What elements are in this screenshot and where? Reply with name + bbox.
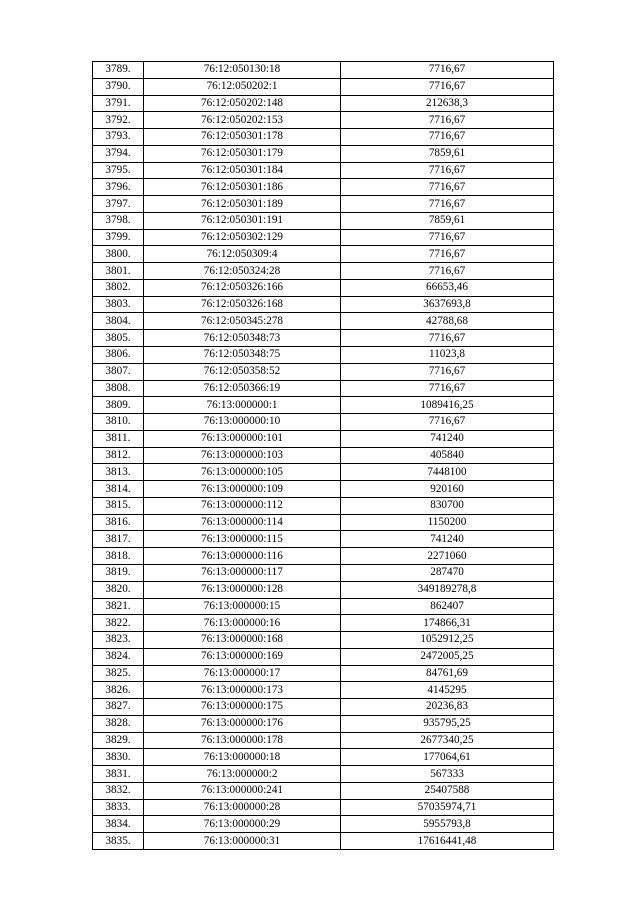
row-number-cell: 3802.	[93, 279, 144, 296]
table-row	[93, 397, 554, 414]
value-cell: 2677340,25	[341, 732, 554, 749]
table-row	[93, 615, 554, 632]
cadastral-number-cell: 76:13:000000:2	[144, 766, 341, 783]
cadastral-number-cell: 76:13:000000:175	[144, 699, 341, 716]
value-cell: 830700	[341, 497, 554, 514]
cadastral-number-cell: 76:13:000000:31	[144, 833, 341, 850]
cadastral-number-cell: 76:13:000000:128	[144, 581, 341, 598]
value-cell: 66653,46	[341, 279, 554, 296]
row-number-cell: 3835.	[93, 833, 144, 850]
value-cell: 7716,67	[341, 380, 554, 397]
cadastral-number-cell: 76:13:000000:112	[144, 497, 341, 514]
row-number-cell: 3815.	[93, 497, 144, 514]
value-cell: 5955793,8	[341, 816, 554, 833]
cadastral-number-cell: 76:12:050301:179	[144, 145, 341, 162]
table-body	[93, 62, 554, 850]
row-number-cell: 3810.	[93, 414, 144, 431]
table-row	[93, 62, 554, 79]
cadastral-number-cell: 76:12:050366:19	[144, 380, 341, 397]
value-cell: 7448100	[341, 464, 554, 481]
value-cell: 7716,67	[341, 246, 554, 263]
row-number-cell: 3789.	[93, 62, 144, 79]
row-number-cell: 3799.	[93, 229, 144, 246]
cadastral-number-cell: 76:13:000000:105	[144, 464, 341, 481]
table-row	[93, 447, 554, 464]
row-number-cell: 3812.	[93, 447, 144, 464]
row-number-cell: 3800.	[93, 246, 144, 263]
value-cell: 741240	[341, 531, 554, 548]
cadastral-value-table	[92, 61, 554, 850]
value-cell: 2472005,25	[341, 648, 554, 665]
table-row	[93, 833, 554, 850]
value-cell: 7716,67	[341, 330, 554, 347]
cadastral-number-cell: 76:13:000000:29	[144, 816, 341, 833]
row-number-cell: 3832.	[93, 782, 144, 799]
table-row	[93, 564, 554, 581]
table-row	[93, 648, 554, 665]
value-cell: 7716,67	[341, 263, 554, 280]
document-page	[92, 61, 553, 850]
row-number-cell: 3811.	[93, 430, 144, 447]
row-number-cell: 3833.	[93, 799, 144, 816]
cadastral-number-cell: 76:13:000000:169	[144, 648, 341, 665]
value-cell: 17616441,48	[341, 833, 554, 850]
table-row	[93, 363, 554, 380]
value-cell: 212638,3	[341, 95, 554, 112]
value-cell: 11023,8	[341, 347, 554, 364]
row-number-cell: 3803.	[93, 296, 144, 313]
cadastral-number-cell: 76:13:000000:241	[144, 782, 341, 799]
row-number-cell: 3831.	[93, 766, 144, 783]
row-number-cell: 3791.	[93, 95, 144, 112]
cadastral-number-cell: 76:13:000000:178	[144, 732, 341, 749]
value-cell: 2271060	[341, 548, 554, 565]
value-cell: 7716,67	[341, 229, 554, 246]
value-cell: 862407	[341, 598, 554, 615]
table-row	[93, 665, 554, 682]
cadastral-number-cell: 76:12:050202:148	[144, 95, 341, 112]
cadastral-number-cell: 76:13:000000:176	[144, 715, 341, 732]
value-cell: 741240	[341, 430, 554, 447]
table-row	[93, 531, 554, 548]
row-number-cell: 3806.	[93, 347, 144, 364]
table-row	[93, 263, 554, 280]
value-cell: 20236,83	[341, 699, 554, 716]
table-row	[93, 632, 554, 649]
row-number-cell: 3792.	[93, 112, 144, 129]
cadastral-number-cell: 76:12:050130:18	[144, 62, 341, 79]
value-cell: 1150200	[341, 514, 554, 531]
row-number-cell: 3834.	[93, 816, 144, 833]
cadastral-number-cell: 76:12:050301:178	[144, 129, 341, 146]
value-cell: 57035974,71	[341, 799, 554, 816]
cadastral-number-cell: 76:13:000000:115	[144, 531, 341, 548]
row-number-cell: 3817.	[93, 531, 144, 548]
table-row	[93, 430, 554, 447]
value-cell: 7716,67	[341, 78, 554, 95]
table-row	[93, 380, 554, 397]
cadastral-number-cell: 76:12:050302:129	[144, 229, 341, 246]
cadastral-number-cell: 76:13:000000:28	[144, 799, 341, 816]
table-row	[93, 766, 554, 783]
cadastral-number-cell: 76:12:050309:4	[144, 246, 341, 263]
value-cell: 7716,67	[341, 196, 554, 213]
cadastral-number-cell: 76:13:000000:15	[144, 598, 341, 615]
cadastral-number-cell: 76:13:000000:173	[144, 682, 341, 699]
value-cell: 3637693,8	[341, 296, 554, 313]
row-number-cell: 3797.	[93, 196, 144, 213]
value-cell: 7716,67	[341, 129, 554, 146]
table-row	[93, 95, 554, 112]
cadastral-number-cell: 76:12:050326:168	[144, 296, 341, 313]
row-number-cell: 3820.	[93, 581, 144, 598]
cadastral-number-cell: 76:12:050202:1	[144, 78, 341, 95]
value-cell: 1052912,25	[341, 632, 554, 649]
cadastral-number-cell: 76:13:000000:1	[144, 397, 341, 414]
row-number-cell: 3822.	[93, 615, 144, 632]
table-row	[93, 330, 554, 347]
row-number-cell: 3804.	[93, 313, 144, 330]
row-number-cell: 3814.	[93, 481, 144, 498]
table-row	[93, 699, 554, 716]
value-cell: 405840	[341, 447, 554, 464]
row-number-cell: 3801.	[93, 263, 144, 280]
cadastral-number-cell: 76:12:050301:184	[144, 162, 341, 179]
row-number-cell: 3809.	[93, 397, 144, 414]
table-row	[93, 732, 554, 749]
value-cell: 84761,69	[341, 665, 554, 682]
table-row	[93, 749, 554, 766]
table-row	[93, 682, 554, 699]
cadastral-number-cell: 76:12:050348:73	[144, 330, 341, 347]
value-cell: 7859,61	[341, 212, 554, 229]
cadastral-number-cell: 76:13:000000:116	[144, 548, 341, 565]
row-number-cell: 3826.	[93, 682, 144, 699]
row-number-cell: 3829.	[93, 732, 144, 749]
cadastral-number-cell: 76:13:000000:101	[144, 430, 341, 447]
value-cell: 177064,61	[341, 749, 554, 766]
table-row	[93, 414, 554, 431]
value-cell: 920160	[341, 481, 554, 498]
row-number-cell: 3816.	[93, 514, 144, 531]
value-cell: 7859,61	[341, 145, 554, 162]
value-cell: 174866,31	[341, 615, 554, 632]
value-cell: 7716,67	[341, 112, 554, 129]
cadastral-number-cell: 76:13:000000:18	[144, 749, 341, 766]
row-number-cell: 3798.	[93, 212, 144, 229]
cadastral-number-cell: 76:12:050348:75	[144, 347, 341, 364]
cadastral-number-cell: 76:13:000000:109	[144, 481, 341, 498]
table-row	[93, 313, 554, 330]
cadastral-number-cell: 76:13:000000:17	[144, 665, 341, 682]
cadastral-number-cell: 76:13:000000:103	[144, 447, 341, 464]
table-row	[93, 129, 554, 146]
table-row	[93, 598, 554, 615]
value-cell: 935795,25	[341, 715, 554, 732]
table-row	[93, 212, 554, 229]
table-row	[93, 162, 554, 179]
table-row	[93, 279, 554, 296]
value-cell: 1089416,25	[341, 397, 554, 414]
row-number-cell: 3821.	[93, 598, 144, 615]
cadastral-number-cell: 76:13:000000:10	[144, 414, 341, 431]
value-cell: 567333	[341, 766, 554, 783]
table-row	[93, 78, 554, 95]
cadastral-number-cell: 76:12:050301:189	[144, 196, 341, 213]
row-number-cell: 3827.	[93, 699, 144, 716]
row-number-cell: 3808.	[93, 380, 144, 397]
table-row	[93, 112, 554, 129]
value-cell: 7716,67	[341, 162, 554, 179]
cadastral-number-cell: 76:13:000000:168	[144, 632, 341, 649]
table-row	[93, 715, 554, 732]
value-cell: 42788,68	[341, 313, 554, 330]
value-cell: 287470	[341, 564, 554, 581]
value-cell: 7716,67	[341, 363, 554, 380]
table-row	[93, 497, 554, 514]
table-row	[93, 347, 554, 364]
cadastral-number-cell: 76:12:050301:191	[144, 212, 341, 229]
table-row	[93, 481, 554, 498]
table-row	[93, 514, 554, 531]
table-row	[93, 816, 554, 833]
cadastral-number-cell: 76:13:000000:117	[144, 564, 341, 581]
row-number-cell: 3818.	[93, 548, 144, 565]
value-cell: 7716,67	[341, 414, 554, 431]
row-number-cell: 3807.	[93, 363, 144, 380]
table-row	[93, 581, 554, 598]
cadastral-number-cell: 76:12:050358:52	[144, 363, 341, 380]
cadastral-number-cell: 76:12:050345:278	[144, 313, 341, 330]
table-row	[93, 229, 554, 246]
row-number-cell: 3793.	[93, 129, 144, 146]
value-cell: 7716,67	[341, 62, 554, 79]
row-number-cell: 3819.	[93, 564, 144, 581]
value-cell: 4145295	[341, 682, 554, 699]
cadastral-number-cell: 76:12:050301:186	[144, 179, 341, 196]
value-cell: 7716,67	[341, 179, 554, 196]
row-number-cell: 3813.	[93, 464, 144, 481]
cadastral-number-cell: 76:12:050326:166	[144, 279, 341, 296]
table-row	[93, 799, 554, 816]
row-number-cell: 3825.	[93, 665, 144, 682]
row-number-cell: 3794.	[93, 145, 144, 162]
value-cell: 349189278,8	[341, 581, 554, 598]
row-number-cell: 3805.	[93, 330, 144, 347]
row-number-cell: 3828.	[93, 715, 144, 732]
row-number-cell: 3796.	[93, 179, 144, 196]
table-row	[93, 145, 554, 162]
cadastral-number-cell: 76:13:000000:114	[144, 514, 341, 531]
table-row	[93, 464, 554, 481]
table-row	[93, 296, 554, 313]
cadastral-number-cell: 76:12:050202:153	[144, 112, 341, 129]
table-row	[93, 548, 554, 565]
row-number-cell: 3823.	[93, 632, 144, 649]
table-row	[93, 196, 554, 213]
row-number-cell: 3824.	[93, 648, 144, 665]
value-cell: 25407588	[341, 782, 554, 799]
cadastral-number-cell: 76:13:000000:16	[144, 615, 341, 632]
cadastral-number-cell: 76:12:050324:28	[144, 263, 341, 280]
row-number-cell: 3795.	[93, 162, 144, 179]
table-row	[93, 179, 554, 196]
table-row	[93, 246, 554, 263]
row-number-cell: 3790.	[93, 78, 144, 95]
row-number-cell: 3830.	[93, 749, 144, 766]
table-row	[93, 782, 554, 799]
